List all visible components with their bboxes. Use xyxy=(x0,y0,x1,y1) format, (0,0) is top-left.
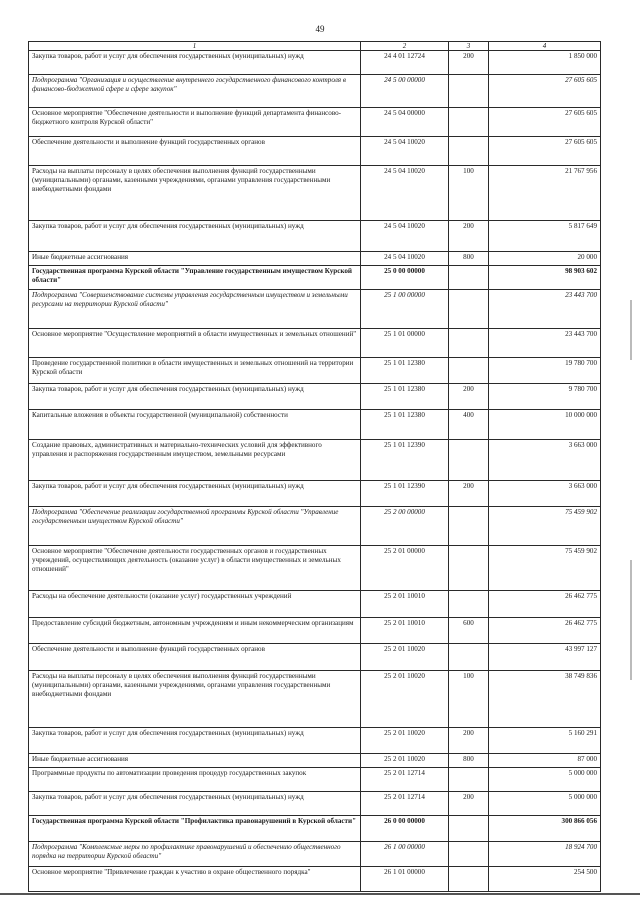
row-expense-type xyxy=(449,108,489,137)
row-expense-type xyxy=(449,842,489,867)
table-row xyxy=(29,384,601,410)
row-amount: 75 459 902 xyxy=(489,507,601,546)
table-row xyxy=(29,867,601,892)
row-code: 25 1 00 00000 xyxy=(361,290,449,329)
row-amount: 5 160 291 xyxy=(489,728,601,754)
row-code: 24 4 01 12724 xyxy=(361,51,449,75)
row-amount: 5 817 649 xyxy=(489,221,601,252)
row-amount: 254 500 xyxy=(489,867,601,892)
row-expense-type: 400 xyxy=(449,410,489,440)
row-code: 24 5 04 00000 xyxy=(361,108,449,137)
row-name: Обеспечение деятельности и выполнение функций государственных органов xyxy=(29,137,361,166)
scan-bottom-edge xyxy=(0,893,640,895)
row-amount: 19 780 700 xyxy=(489,358,601,384)
row-code: 25 2 01 10020 xyxy=(361,671,449,728)
table-row xyxy=(29,644,601,671)
row-expense-type: 600 xyxy=(449,618,489,644)
row-code: 25 1 01 12380 xyxy=(361,384,449,410)
row-expense-type: 800 xyxy=(449,252,489,266)
row-expense-type xyxy=(449,816,489,842)
page-number: 49 xyxy=(315,24,325,34)
table-row xyxy=(29,754,601,768)
row-expense-type xyxy=(449,867,489,892)
row-code: 25 2 01 12714 xyxy=(361,768,449,792)
row-amount: 1 850 000 xyxy=(489,51,601,75)
row-expense-type: 800 xyxy=(449,754,489,768)
column-number-1: 1 xyxy=(29,42,361,51)
row-name: Иные бюджетные ассигнования xyxy=(29,252,361,266)
row-amount: 26 462 775 xyxy=(489,618,601,644)
row-amount: 10 000 000 xyxy=(489,410,601,440)
table-row xyxy=(29,481,601,507)
row-code: 25 2 01 10020 xyxy=(361,728,449,754)
table-row xyxy=(29,51,601,75)
row-name: Расходы на обеспечение деятельности (оказание услуг) государственных учреждений xyxy=(29,591,361,618)
row-code: 25 1 01 12380 xyxy=(361,358,449,384)
row-expense-type: 200 xyxy=(449,728,489,754)
row-code: 25 2 01 10010 xyxy=(361,591,449,618)
column-number-row xyxy=(29,42,601,51)
row-amount: 75 459 902 xyxy=(489,546,601,591)
row-code: 25 2 01 00000 xyxy=(361,546,449,591)
row-amount: 27 605 605 xyxy=(489,108,601,137)
row-code: 24 5 00 00000 xyxy=(361,75,449,108)
row-amount: 43 997 127 xyxy=(489,644,601,671)
table-row xyxy=(29,728,601,754)
row-amount: 21 767 956 xyxy=(489,166,601,221)
row-amount: 3 663 000 xyxy=(489,440,601,481)
row-expense-type xyxy=(449,507,489,546)
row-expense-type xyxy=(449,768,489,792)
table-row xyxy=(29,546,601,591)
row-amount: 18 924 700 xyxy=(489,842,601,867)
row-code: 25 2 01 12714 xyxy=(361,792,449,816)
row-code: 25 2 01 10010 xyxy=(361,618,449,644)
row-code: 24 5 04 10020 xyxy=(361,166,449,221)
table-row xyxy=(29,768,601,792)
table-row xyxy=(29,671,601,728)
row-name: Подпрограмма "Обеспечение реализации государственной программы Курской области "Управление государственным имуществом Курской области" xyxy=(29,507,361,546)
table-row xyxy=(29,410,601,440)
row-expense-type xyxy=(449,358,489,384)
row-amount: 300 866 056 xyxy=(489,816,601,842)
table-row xyxy=(29,266,601,290)
row-amount: 5 000 000 xyxy=(489,768,601,792)
row-name: Основное мероприятие "Обеспечение деятельности государственных органов и государственных учреждений, осуществляющих деятельность (оказание услуг) в области имущественных и земельных отношений" xyxy=(29,546,361,591)
row-name: Основное мероприятие "Обеспечение деятельности и выполнение функций департамента финансово-бюджетного контроля Курской области" xyxy=(29,108,361,137)
table-row xyxy=(29,507,601,546)
table-row xyxy=(29,221,601,252)
row-amount: 26 462 775 xyxy=(489,591,601,618)
row-code: 25 0 00 00000 xyxy=(361,266,449,290)
budget-table xyxy=(28,41,601,892)
row-code: 25 1 01 00000 xyxy=(361,329,449,358)
row-amount: 3 663 000 xyxy=(489,481,601,507)
row-name: Закупка товаров, работ и услуг для обеспечения государственных (муниципальных) нужд xyxy=(29,384,361,410)
row-expense-type xyxy=(449,75,489,108)
row-expense-type xyxy=(449,440,489,481)
row-name: Государственная программа Курской области "Управление государственным имуществом Курской области" xyxy=(29,266,361,290)
row-expense-type xyxy=(449,137,489,166)
table-row xyxy=(29,816,601,842)
row-name: Закупка товаров, работ и услуг для обеспечения государственных (муниципальных) нужд xyxy=(29,51,361,75)
row-amount: 9 780 700 xyxy=(489,384,601,410)
row-name: Расходы на выплаты персоналу в целях обеспечения выполнения функций государственными (муниципальными) органами, казенными учреждениями, органами управления государственными внебюджетными фондами xyxy=(29,671,361,728)
row-amount: 38 749 836 xyxy=(489,671,601,728)
row-expense-type xyxy=(449,329,489,358)
column-number-3: 3 xyxy=(449,42,489,51)
row-expense-type xyxy=(449,290,489,329)
row-expense-type: 100 xyxy=(449,166,489,221)
row-code: 24 5 04 10020 xyxy=(361,221,449,252)
row-code: 25 2 01 10020 xyxy=(361,754,449,768)
row-name: Создание правовых, административных и материально-технических условий для эффективного управления и распоряжения государственным имуществом, земельными ресурсами xyxy=(29,440,361,481)
table-row xyxy=(29,591,601,618)
row-name: Подпрограмма "Совершенствование системы управления государственным имуществом и земельными ресурсами на территории Курской области" xyxy=(29,290,361,329)
row-name: Закупка товаров, работ и услуг для обеспечения государственных (муниципальных) нужд xyxy=(29,221,361,252)
row-amount: 23 443 700 xyxy=(489,329,601,358)
table-row xyxy=(29,842,601,867)
row-code: 26 0 00 00000 xyxy=(361,816,449,842)
column-number-2: 2 xyxy=(361,42,449,51)
row-code: 26 1 01 00000 xyxy=(361,867,449,892)
table-row xyxy=(29,440,601,481)
table-row xyxy=(29,75,601,108)
row-name: Государственная программа Курской области "Профилактика правонарушений в Курской области" xyxy=(29,816,361,842)
row-amount: 27 605 605 xyxy=(489,137,601,166)
table-row xyxy=(29,329,601,358)
row-name: Закупка товаров, работ и услуг для обеспечения государственных (муниципальных) нужд xyxy=(29,792,361,816)
row-expense-type: 200 xyxy=(449,384,489,410)
row-amount: 20 000 xyxy=(489,252,601,266)
row-expense-type xyxy=(449,591,489,618)
table-row xyxy=(29,290,601,329)
scan-margin-mark xyxy=(630,560,632,680)
row-expense-type xyxy=(449,644,489,671)
scan-margin-mark xyxy=(630,300,632,360)
row-name: Обеспечение деятельности и выполнение функций государственных органов xyxy=(29,644,361,671)
table-row xyxy=(29,358,601,384)
table-row xyxy=(29,618,601,644)
row-expense-type: 200 xyxy=(449,51,489,75)
row-expense-type: 200 xyxy=(449,481,489,507)
row-expense-type: 200 xyxy=(449,792,489,816)
row-code: 25 2 01 10020 xyxy=(361,644,449,671)
row-name: Проведение государственной политики в области имущественных и земельных отношений на территории Курской области xyxy=(29,358,361,384)
row-name: Закупка товаров, работ и услуг для обеспечения государственных (муниципальных) нужд xyxy=(29,481,361,507)
row-name: Иные бюджетные ассигнования xyxy=(29,754,361,768)
table-row xyxy=(29,252,601,266)
table-row xyxy=(29,137,601,166)
row-amount: 5 000 000 xyxy=(489,792,601,816)
row-name: Основное мероприятие "Осуществление мероприятий в области имущественных и земельных отношений" xyxy=(29,329,361,358)
row-code: 25 1 01 12390 xyxy=(361,481,449,507)
row-code: 24 5 04 10020 xyxy=(361,137,449,166)
row-expense-type xyxy=(449,266,489,290)
table-row xyxy=(29,792,601,816)
row-code: 25 1 01 12390 xyxy=(361,440,449,481)
budget-table-body xyxy=(29,42,601,892)
row-name: Капитальные вложения в объекты государственной (муниципальной) собственности xyxy=(29,410,361,440)
row-code: 25 2 00 00000 xyxy=(361,507,449,546)
table-row xyxy=(29,108,601,137)
row-name: Основное мероприятие "Привлечение граждан к участию в охране общественного порядка" xyxy=(29,867,361,892)
row-code: 25 1 01 12380 xyxy=(361,410,449,440)
row-name: Программные продукты по автоматизации проведения процедур государственных закупок xyxy=(29,768,361,792)
row-name: Закупка товаров, работ и услуг для обеспечения государственных (муниципальных) нужд xyxy=(29,728,361,754)
row-amount: 87 000 xyxy=(489,754,601,768)
column-number-4: 4 xyxy=(489,42,601,51)
table-row xyxy=(29,166,601,221)
row-name: Расходы на выплаты персоналу в целях обеспечения выполнения функций государственными (муниципальными) органами, казенными учреждениями, органами управления государственными внебюджетными фондами xyxy=(29,166,361,221)
row-name: Подпрограмма "Комплексные меры по профилактике правонарушений и обеспечению общественного порядка на территории Курской области" xyxy=(29,842,361,867)
row-amount: 23 443 700 xyxy=(489,290,601,329)
row-expense-type: 200 xyxy=(449,221,489,252)
row-code: 26 1 00 00000 xyxy=(361,842,449,867)
row-expense-type: 100 xyxy=(449,671,489,728)
row-name: Подпрограмма "Организация и осуществление внутреннего государственного финансового контроля в финансово-бюджетной сфере и сфере закупок" xyxy=(29,75,361,108)
row-name: Предоставление субсидий бюджетным, автономным учреждениям и иным некоммерческим организациям xyxy=(29,618,361,644)
row-expense-type xyxy=(449,546,489,591)
row-amount: 27 605 605 xyxy=(489,75,601,108)
row-amount: 98 903 602 xyxy=(489,266,601,290)
row-code: 24 5 04 10020 xyxy=(361,252,449,266)
